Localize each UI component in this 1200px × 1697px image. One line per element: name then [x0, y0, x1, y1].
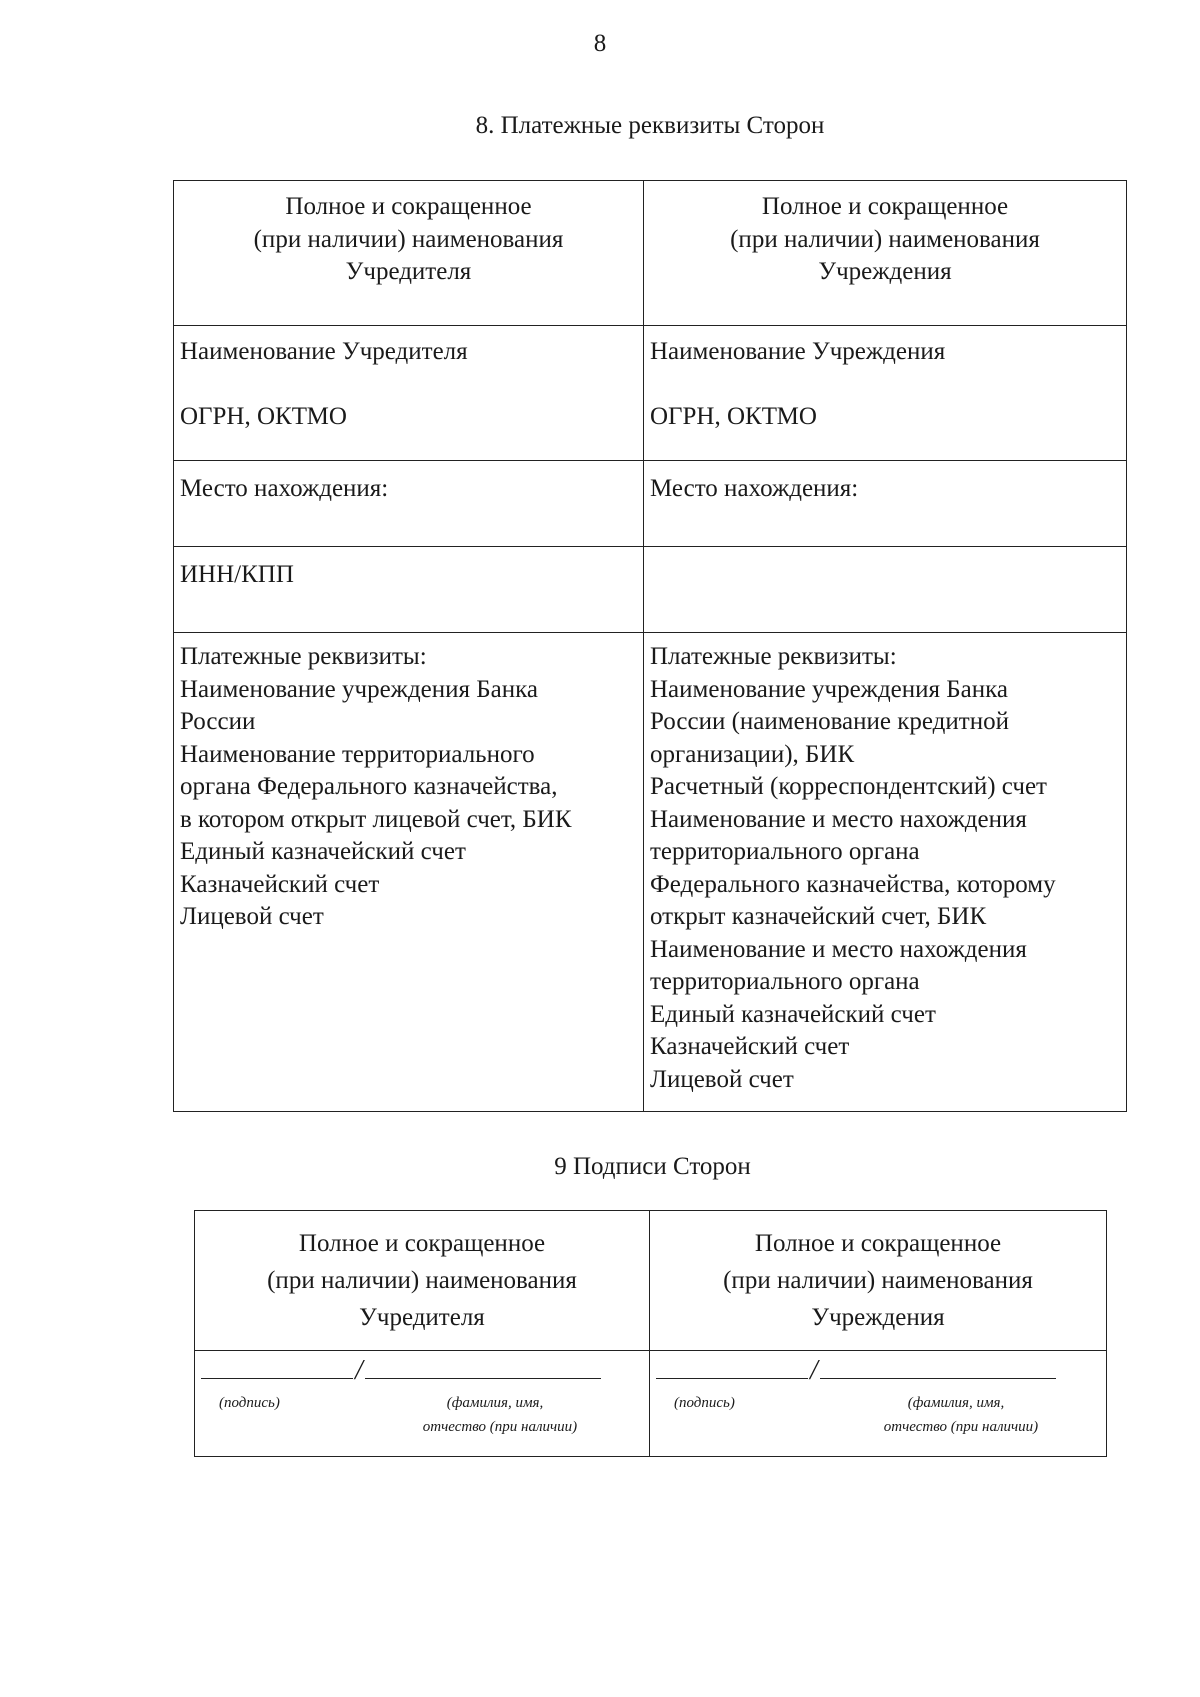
institution-header-line-3: Учреждения	[818, 258, 952, 285]
founder-inn-label: ИНН/КПП	[180, 561, 294, 588]
institution-sig-header-line-2: (при наличии) наименования	[723, 1267, 1033, 1294]
section-8-title: 8. Платежные реквизиты Сторон	[475, 112, 825, 139]
institution-name-caption-1: (фамилия, имя,	[907, 1395, 1005, 1411]
institution-name-label: Наименование Учреждения	[650, 338, 946, 365]
institution-payment-line-11: территориального органа	[650, 968, 920, 995]
founder-payment-line-3: России	[180, 708, 256, 735]
founder-signature-line	[201, 1377, 353, 1379]
institution-payment-line-14: Лицевой счет	[650, 1065, 794, 1093]
founder-payment-line-6: в котором открыт лицевой счет, БИК	[180, 805, 572, 833]
founder-sig-header-line-1: Полное и сокращенное	[298, 1230, 546, 1257]
institution-header-line-1: Полное и сокращенное	[761, 193, 1009, 220]
institution-payment-line-13: Казначейский счет	[650, 1033, 850, 1060]
institution-sig-header-line-3: Учреждения	[811, 1304, 945, 1331]
institution-signature-line	[656, 1377, 808, 1379]
founder-payment-line-8: Казначейский счет	[180, 870, 380, 898]
founder-payment-line-4: Наименование территориального	[180, 740, 535, 768]
founder-payment-line-2: Наименование учреждения Банка	[180, 675, 538, 703]
founder-header-line-1: Полное и сокращенное	[285, 193, 532, 220]
payment-details-table	[173, 180, 1127, 1112]
founder-name-caption-1: (фамилия, имя,	[446, 1395, 544, 1411]
institution-inn-cell	[644, 547, 1127, 633]
institution-payment-line-12: Единый казначейский счет	[650, 1000, 936, 1028]
founder-sig-header-line-2: (при наличии) наименования	[267, 1267, 577, 1294]
table-row	[174, 633, 1127, 1112]
page-number: 8	[593, 30, 607, 57]
institution-payment-line-5: Расчетный (корреспондентский) счет	[650, 773, 1047, 800]
founder-location-label: Место нахождения:	[180, 475, 389, 502]
institution-payment-line-8: Федерального казначейства, которому	[650, 870, 1056, 898]
founder-ogrn-label: ОГРН, ОКТМО	[180, 402, 347, 430]
table-row	[195, 1351, 1107, 1457]
founder-payment-line-5: органа Федерального казначейства,	[180, 773, 558, 800]
founder-name-label: Наименование Учредителя	[180, 338, 468, 365]
institution-payment-line-4: организации), БИК	[650, 740, 855, 768]
founder-signature-cell	[195, 1351, 650, 1457]
institution-name-caption-2: отчество (при наличии)	[883, 1419, 1039, 1435]
institution-payment-line-6: Наименование и место нахождения	[650, 805, 1027, 833]
table-row	[174, 181, 1127, 326]
institution-header-line-2: (при наличии) наименования	[730, 225, 1040, 253]
institution-signature-caption: (подпись)	[674, 1395, 735, 1411]
institution-payment-cell	[644, 633, 1127, 1112]
founder-header-cell	[174, 181, 644, 326]
founder-name-caption-2: отчество (при наличии)	[422, 1419, 578, 1435]
institution-name-cell	[644, 326, 1127, 461]
founder-payment-line-9: Лицевой счет	[180, 903, 324, 930]
table-row	[174, 461, 1127, 547]
founder-payment-cell	[174, 633, 644, 1112]
founder-inn-cell	[174, 547, 644, 633]
founder-location-cell	[174, 461, 644, 547]
table-row	[174, 326, 1127, 461]
table-row	[174, 547, 1127, 633]
founder-name-cell	[174, 326, 644, 461]
institution-payment-line-7: территориального органа	[650, 838, 920, 865]
institution-payment-line-9: открыт казначейский счет, БИК	[650, 903, 987, 930]
founder-name-line	[365, 1377, 601, 1379]
signatures-table	[194, 1210, 1107, 1457]
founder-payment-line-1: Платежные реквизиты:	[180, 643, 427, 670]
institution-payment-line-3: России (наименование кредитной	[650, 708, 1009, 735]
founder-payment-line-7: Единый казначейский счет	[180, 838, 466, 865]
institution-header-cell	[644, 181, 1127, 326]
institution-signature-cell	[650, 1351, 1107, 1457]
institution-signature-slash: /	[810, 1355, 818, 1386]
institution-name-line	[820, 1377, 1056, 1379]
institution-sig-header-line-1: Полное и сокращенное	[754, 1230, 1002, 1257]
institution-ogrn-label: ОГРН, ОКТМО	[650, 402, 817, 430]
institution-payment-line-2: Наименование учреждения Банка	[650, 675, 1008, 703]
founder-signature-caption: (подпись)	[219, 1395, 280, 1411]
founder-signature-slash: /	[355, 1355, 363, 1386]
institution-location-label: Место нахождения:	[650, 475, 859, 502]
institution-location-cell	[644, 461, 1127, 547]
section-9-title: 9 Подписи Сторон	[554, 1153, 751, 1180]
founder-sig-header-line-3: Учредителя	[359, 1304, 485, 1331]
founder-header-line-3: Учредителя	[345, 258, 472, 285]
founder-header-line-2: (при наличии) наименования	[253, 225, 564, 253]
institution-payment-line-10: Наименование и место нахождения	[650, 935, 1027, 963]
table-row	[195, 1211, 1107, 1351]
institution-payment-line-1: Платежные реквизиты:	[650, 643, 897, 670]
founder-signature-header-cell	[195, 1211, 650, 1351]
institution-signature-header-cell	[650, 1211, 1107, 1351]
